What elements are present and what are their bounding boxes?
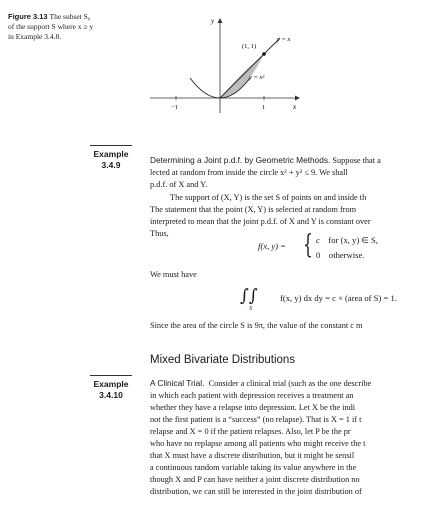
- pdf-case-1: [316, 235, 378, 246]
- example-3410-line-4: not the first patient is a “success” (no relapse). That is X = 1 if t: [150, 415, 362, 424]
- example-3410-line-5: relapse and X = 0 if the patient relapses. Also, let P be the pr: [150, 427, 351, 436]
- x-axis-label: x: [293, 103, 297, 111]
- example-3410-line-3: whether they have a relapse into depression. Let X be the indi: [150, 403, 356, 412]
- example-3410-label-word: Example: [93, 379, 129, 389]
- figure-plot: [150, 8, 310, 116]
- example-349-line-7: Thus,: [150, 229, 169, 238]
- example-349-title: Determining a Joint p.d.f. by Geometric Methods.: [150, 155, 331, 165]
- figure-label: Figure 3.13: [8, 12, 48, 21]
- example-349-line-3: p.d.f. of X and Y.: [150, 180, 208, 189]
- tick-label-neg1: −1: [171, 104, 178, 111]
- caption-line-1: The subset S₀: [49, 12, 91, 21]
- x-axis-arrow: [295, 96, 300, 101]
- example-3410-label-number: 3.4.10: [99, 390, 123, 400]
- example-3410-line-1: [150, 378, 371, 390]
- caption-line-2: of the support S where x ≥ y: [8, 22, 94, 31]
- example-3410-title: A Clinical Trial.: [150, 378, 205, 388]
- example-349-label-word: Example: [93, 149, 129, 159]
- pdf-lhs: f(x, y) =: [258, 241, 286, 251]
- example-349-line-4: The support of (X, Y) is the set S of points on and inside th: [170, 193, 367, 202]
- example-3410-line-1-text: Consider a clinical trial (such as the one describe: [208, 379, 372, 388]
- example-349-conclusion: Since the area of the circle S is 9π, the value of the constant c m: [150, 321, 363, 330]
- example-349-line-6: interpreted to mean that the joint p.d.f. of X and Y is constant over: [150, 217, 371, 226]
- example-3410-label: [90, 375, 132, 401]
- integral-subscript: S: [249, 305, 253, 312]
- point-label: (1, 1): [242, 43, 257, 50]
- pdf-case-1-value: c: [316, 235, 320, 245]
- example-3410-line-10: distribution, we can still be interested in the joint distribution of: [150, 487, 362, 496]
- caption-line-3: in Example 3.4.8.: [8, 32, 62, 41]
- line-label: y = x: [277, 36, 291, 43]
- example-3410-line-9: though X and P can have neither a joint discrete distribution no: [150, 475, 360, 484]
- figure-caption: [8, 12, 143, 42]
- example-349-line-1: [150, 155, 381, 167]
- parabola-label: y = x²: [249, 74, 265, 81]
- double-integral-sign: ∫∫: [240, 286, 258, 306]
- intersection-point: [262, 52, 266, 56]
- pdf-case-2-value: 0: [316, 250, 321, 260]
- tick-label-pos1: 1: [262, 104, 266, 111]
- pdf-brace: {: [303, 230, 313, 260]
- example-3410-line-8: a continuous random variable taking its value anywhere in the: [150, 463, 357, 472]
- example-3410-line-2: in which each patient with depression receives a treatment an: [150, 391, 354, 400]
- example-349-line-5: The statement that the point (X, Y) is selected at random from: [150, 205, 357, 214]
- example-3410-line-6: who have no replapse among all patients who might receive the t: [150, 439, 366, 448]
- integral-equation: f(x, y) dx dy = c × (area of S) = 1.: [280, 293, 397, 303]
- example-349-label: [90, 145, 132, 171]
- example-3410-line-7: that X must have a discrete distribution, but it might be sensil: [150, 451, 355, 460]
- pdf-case-2: [316, 250, 364, 260]
- section-title: Mixed Bivariate Distributions: [150, 354, 296, 366]
- pdf-case-2-cond: otherwise.: [328, 250, 365, 260]
- example-349-label-number: 3.4.9: [101, 160, 121, 170]
- pdf-case-1-cond: for (x, y) ∈ S,: [328, 235, 378, 245]
- y-axis-label: y: [211, 17, 215, 25]
- must-have-line: We must have: [150, 270, 197, 279]
- example-349-line-2: lected at random from inside the circle x² + y² ≤ 9. We shall: [150, 168, 348, 177]
- y-axis-arrow: [218, 18, 223, 23]
- example-349-line-1-text: Suppose that a: [332, 156, 381, 165]
